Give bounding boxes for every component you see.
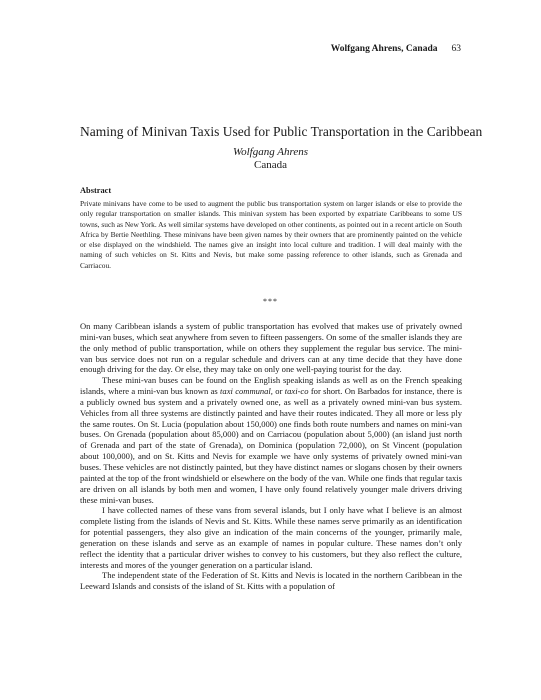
- paragraph-4: The independent state of the Federation of St. Kitts and Nevis is located in the northern Caribbean in the Leeward Islands and consists of the island of St. Kitts with a population of: [80, 570, 462, 592]
- paragraph-2-part-a: These mini-van buses can be found on the English speaking islands as well as on the French speaking islands, where a mini-van bus known as: [80, 375, 462, 397]
- running-head-author: Wolfgang Ahrens, Canada: [330, 44, 438, 54]
- term-taxi-communal: taxi communal,: [220, 386, 273, 397]
- body-text: [80, 321, 462, 592]
- article-affiliation: Canada: [254, 159, 287, 171]
- paragraph-1: On many Caribbean islands a system of public transportation has evolved that makes use of privately owned mini-van buses, which seat anywhere from seven to fifteen passengers. On some of the smaller islands they are the only method of public transportation, while on others they supplement the regular bus service. The mini-van bus service does not run on a regular schedule and drivers can at any time decide that they have done enough driving for the day. Or else, they may take on only one well-paying tourist for the day.: [80, 321, 462, 375]
- page-number: 63: [451, 44, 461, 54]
- running-head: [331, 44, 461, 54]
- term-taxi-co: taxi-co: [284, 386, 309, 397]
- paragraph-2-part-b: or: [272, 386, 285, 397]
- paragraph-2-part-c: for short. On Barbados for instance, there is a publicly owned bus system and a privately owned one, as well as a privately owned mini-van bus system. Vehicles from all three systems are distinctly painted and have their routes indicated. They all more or less ply the same routes. On St. Lucia (population about 150,000) one finds both route numbers and names on mini-van buses. On Grenada (population about 85,000) and on Carriacou (population about 5,000) (an island just north of Grenada and part of the state of Grenada), on Dominica (population 72,000), on St Vincent (population about 100,000), and on St. Kitts and Nevis for example we have only systems of privately owned mini-van buses. These vehicles are not distinctly painted, but they have distinct names or slogans chosen by their owners painted at the top of the front windshield or elsewhere on the body of the van. While one finds that regular taxis are driven on all islands by both men and women, I have only found relatively younger male drivers driving these mini-van buses.: [80, 386, 462, 505]
- paragraph-3: I have collected names of these vans from several islands, but I only have what I believe is an almost complete listing from the islands of Nevis and St. Kitts. While these names serve primarily as an identification for potential passengers, they also give an indication of the main concerns of the younger, primarily male, generation on these islands and serve as an example of names in popular culture. These names don’t only reflect the identity that a particular driver wishes to convey to his customers, but they also reflect the culture, interests and mores of the younger generation on a particular island.: [80, 505, 462, 570]
- abstract-text: Private minivans have come to be used to augment the public bus transportation system on larger islands or else to provide the only regular transportation on smaller islands. This minivan system has been exported by expatriate Caribbeans to some US towns, such as New York. As well similar systems have developed on other continents, as pointed out in a recent article on South Africa by Bertie Neethling. These minivans have been given names by their owners that are prominently painted on the vehicle or else displayed on the windshield. The names give an insight into local culture and tradition. I will deal mainly with the naming of such vehicles on St. Kitts and Nevis, but make some passing reference to other islands, such as Grenada and Carriacou.: [80, 199, 462, 270]
- paragraph-2: [80, 375, 462, 505]
- section-separator: ***: [263, 297, 278, 306]
- article-author: Wolfgang Ahrens: [232, 146, 309, 158]
- abstract-heading: Abstract: [80, 186, 112, 195]
- article-title: Naming of Minivan Taxis Used for Public Transportation in the Caribbean: [80, 124, 483, 139]
